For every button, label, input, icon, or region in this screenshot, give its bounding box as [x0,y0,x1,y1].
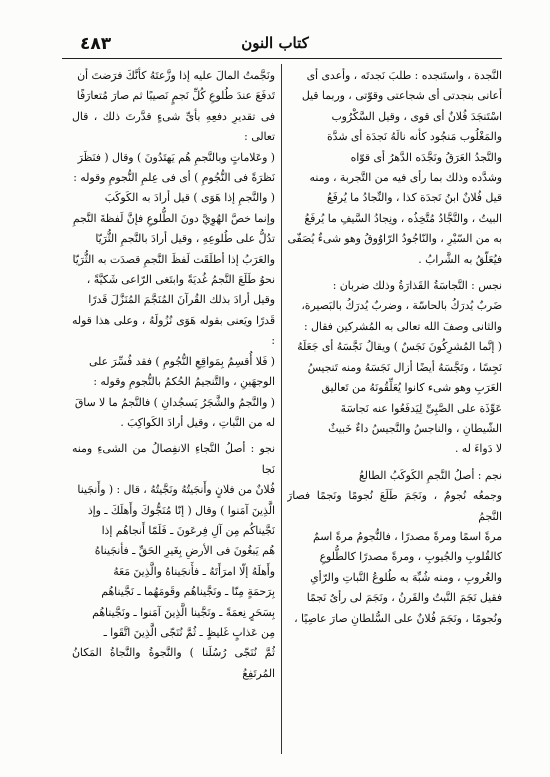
text-line: والثانى وصفَ الله تعالى به المُشركين فقال : [303,319,502,333]
text-line: وشدَّده وذلك بما رأى فيه من التَّجربة ، ومنه [309,171,502,185]
text-line: نجم : أصلُ النَّجمِ الكَوكَبُ الطالعُ [358,468,502,482]
text-line: النَّجدة ، واستَنجده : طلبَ نَجدتَه ، وأعدى أى [306,69,502,82]
text-line: تدُلُّ على طُلوعِهِ ، وقيل أرادَ بالنَّجمِ الثُّرَيّا [95,232,275,246]
text-line: نَجَّيناكُم مِن آلِ فِرعَونَ ـ فَلَمّا أَنجاهُم إذا [101,523,275,537]
text-line: هُم يَبغُونَ فى الأرضِ بِغَيرِ الحَقِّ ـ فأنجَيناهُ [94,544,275,558]
text-line: ( وعَلاماتٍ وبالنَّجمِ هُم يَهتَدُونَ ) وقال ( فنَظَرَ [77,150,275,164]
text-line: تَدفَعَ عندَ طُلوعِ كُلِّ نَجمٍ نَصيبًا ثم صارَ مُتعارَفًا [76,89,275,103]
text-line: ونَجَّمتُ المالَ عليه إذا وزَّعتَهُ كأنَّكَ فرَضتَ أن [77,69,275,82]
text-line: نَظرَةً فى النُّجُومِ ) أى فى عِلمِ النُّجومِ وقوله : [73,171,275,185]
text-line: البيتُ ، والنَّجَّادُ مُتَّخِذُه ، ونِجادُ السَّيفِ ما يُرفَعُ [304,211,502,225]
text-line: والعَرَبُ إذا أطلَقَت لَفظَ النَّجمِ قصدَت به الثُّرَيّا [72,252,275,266]
text-line: عَوِّذَة على الصَّبِىِّ لِيَدفَعُوا عنه نَجاسَةَ [340,401,502,415]
page-header [60,30,490,60]
text-line: نجس : النَّجاسَةُ القَذارَةُ وذلك ضربان : [332,279,502,293]
text-line: قَدرًا ويَعنى بقوله هَوَى نُزُولَهُ ، وعلى هذا قوله : [72,313,275,348]
text-line: فُلانٌ من فلانٍ وأَنجَيتُهُ ونَجَّيتُهُ ، قال : ( وأَنجَينا [77,483,275,497]
text-line: لا دَواءَ له . [454,442,502,456]
text-line: الشّيطانِ ، والناجسُ والنَّجيسُ داءٌ خَبيثٌ [328,421,502,435]
text-line: مِن عَذابٍ غَليظٍ ـ ثُمَّ نُنَجّى الَّذِينَ اتَّقَوا ـ [103,625,275,639]
text-line: الوجهَينِ ، والتَّنجيمُ الحُكمُ بالنُّجومِ وقوله : [93,375,275,389]
text-line: ضَربٌ يُدرَكُ بالحاسّة ، وضربٌ يُدرَكُ بالبَصيرة، [301,299,502,313]
text-line: له من النَّباتِ ، وقيل أرادَ الكَواكِبَ . [120,415,275,429]
text-line: ( إنَّما المُشرِكُونَ نَجَسٌ ) ويقالُ نَجَّسَهُ أى جَعَلَهُ [297,340,502,354]
text-line: بِرَحمَةٍ مِنّا ـ ونَجَّيناهُم وقَومَهُما ـ نَجَّيناهُم [101,585,275,599]
text-line: والمَغْلُوب مَنجُود كأنه نالَهُ نَجدَة أى شدَّة [327,130,502,144]
text-line: اسْتَنجَدَ فُلانٌ أى قوى ، وقيل السَّكْرُوب [331,109,502,123]
text-line: أعانى بنجدتى أى شجاعتى وقوّتى ، وربما قيل [301,89,502,103]
text-line: بِسَحَرٍ نِعمَةً ـ ونَجَّينا الَّذِينَ آمَنوا ـ ونَجَّيناهُم [92,605,275,619]
text-line: وقيل أرادَ بذلك القُرآنَ المُنَجَّمَ المُنَزَّلَ قَدرًا [88,293,275,307]
text-line: قيل فُلانٌ ابنُ نَجدَة كذا ، والنِّجادُ ما يُرفَعُ [326,191,502,205]
text-line: كالقُلوبِ والجُيوبِ ، ومرةً مصدرًا كالطُّلوعِ [319,550,502,564]
text-line: فقيل نَجَمَ النَّبتُ والقَرنُ ، ونَجَمَ لى رأىٌ نَجمًا [306,591,502,605]
text-line: نحوُ طَلَعَ النَّجمُ غُديَةً وابتَغى الرّاعى شَكيَّةً ، [86,273,275,287]
page-title: كتاب النون [241,34,309,52]
text-line: والغُروبِ ، ومنه شُبِّهَ به طُلوعُ النَّباتِ والرّأىِ [310,570,502,584]
text-line: الَّذِينَ آمَنوا ) وقال ( إنّا مُنَجُّوكَ وأَهلَكَ ـ وإذ [87,503,275,517]
text-line: ( والنَّجمُ والشَّجَرُ يَسجُدانِ ) فالنَّجمُ ما لا ساقَ [74,395,275,409]
text-line: وجمعُه نُجومٌ ، ونَجَمَ طَلَعَ نُجومًا ونَجمًا فصارَ النَّجمُ [287,489,502,523]
text-line: مرةً اسمًا ومرةً مصدرًا ، فالنُّجومُ مرةً اسمٌ [313,529,502,543]
text-line: ( فَلا أُقسِمُ بِمَواقِعِ النُّجُومِ ) فقد فُسِّرَ على [88,354,275,368]
left-column [72,66,275,756]
right-column [287,66,502,756]
page-number: ٤٨٣ [80,34,112,54]
column-divider [281,64,282,754]
text-line: العَرَبِ وهو شىء كانوا يُعَلِّقُونَهُ من تَعاليق [321,381,502,395]
text-line: فى تقديرِ دفعِهِ بأىِّ شىءٍ قدَّرتَ ذلك ، قال تعالى : [72,109,275,144]
text-line: نَجِسًا ، ونَجَّسَهُ أيضًا أزال نَجَسَهُ ومنه تَنجيسُ [307,360,502,374]
text-line: فيُعَلّقُ به الشَّرابُ . [418,252,502,266]
text-line: ( والنَّجمِ إذا هَوَى ) قيل أرادَ به الكَوكَبَ [104,191,275,205]
text-line: به من السّيْرِ ، والنّاجُودُ الرّاوُوقُ وهو شىءٌ يُصَفّى [287,232,502,246]
text-line: وأَهلَهُ إلّا امرَأَتَهُ ـ فأَنجَيناهُ والَّذِينَ مَعَهُ [113,564,275,578]
text-line: ثُمَّ نُنَجّى رُسُلَنا ) والنَّجوةُ والنَّجاةُ المَكانُ المُرتَفِعُ [72,646,275,680]
header-rule [62,58,502,59]
text-line: نجو : أصلُ النَّجاءِ الانفِصالُ من الشىءِ ومنه نَجا [72,442,275,476]
text-line: وإنما خصَّ الهُوِيَّ دونَ الطُّلوعِ فإنَّ لَفظةَ النَّجمِ [72,211,275,225]
text-line: ونُجومًا ، ونَجَمَ فُلانٌ على السُّلطانِ صارَ عاصِيًا ، [294,611,502,625]
text-line: والنَّجدُ العَرَقُ ونَجَّدَه الدَّهرُ أى قوّاه [350,150,502,164]
